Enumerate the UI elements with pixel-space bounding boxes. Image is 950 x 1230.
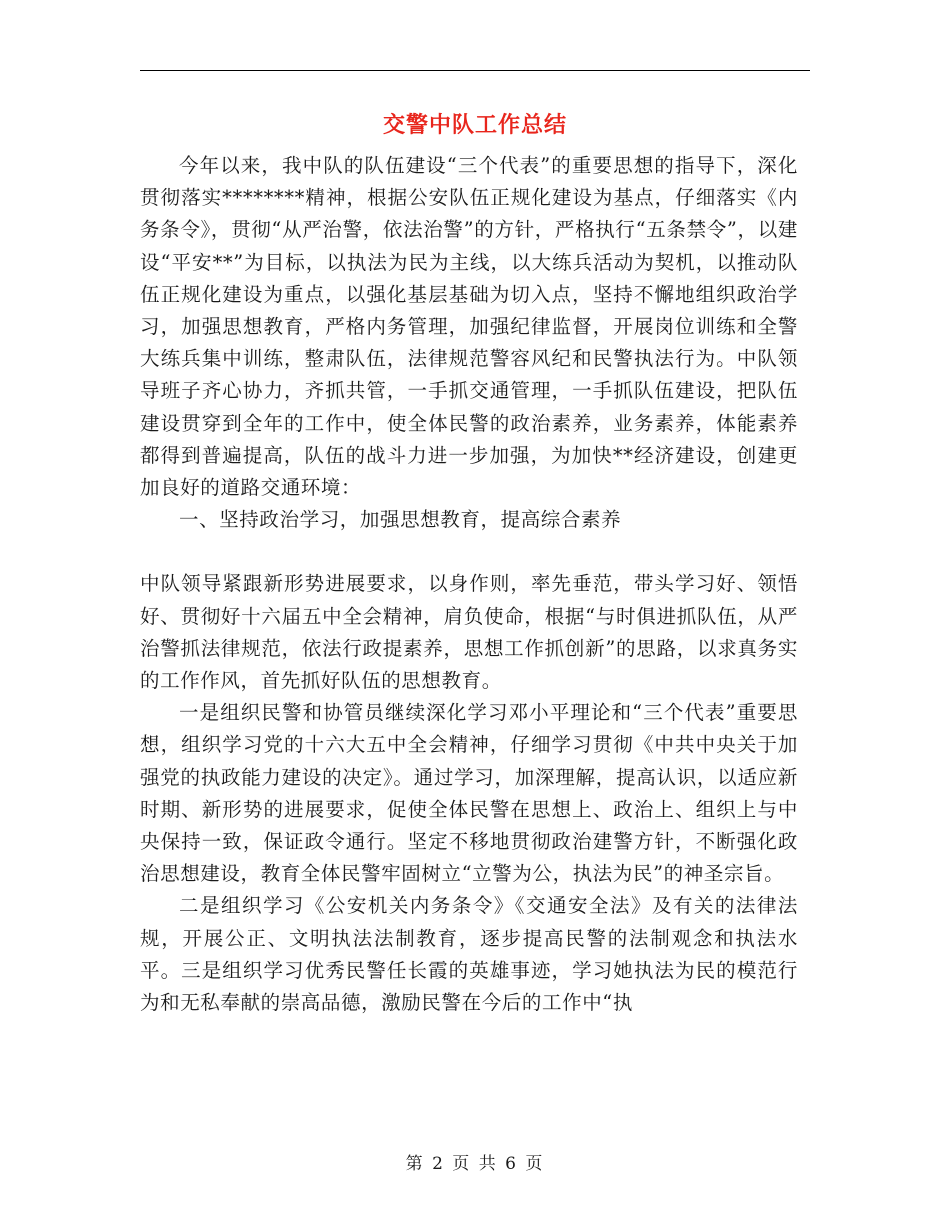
document-title: 交警中队工作总结: [382, 113, 567, 138]
header-rule: [140, 70, 810, 71]
document-body: [140, 150, 798, 1019]
section-heading-1: 一、坚持政治学习，加强思想教育，提高综合素养: [179, 508, 622, 532]
paragraph-intro: 今年以来，我中队的队伍建设“三个代表”的重要思想的指导下，深化贯彻落实********精神，根据公安队伍正规化建设为基点，仔细落实《内务条令》，贯彻“从严治警，依法治警”的方针，严格执行“五条禁令”，以建设“平安**”为目标，以执法为民为主线，以大练兵活动为契机，以推动队伍正规化建设为重点，以强化基层基础为切入点，坚持不懈地组织政治学习，加强思想教育，严格内务管理，加强纪律监督，开展岗位训练和全警大练兵集中训练，整肃队伍，法律规范警容风纪和民警执法行为。中队领导班子齐心协力，齐抓共管，一手抓交通管理，一手抓队伍建设，把队伍建设贯穿到全年的工作中，使全体民警的政治素养，业务素养，体能素养都得到普遍提高，队伍的战斗力进一步加强，为加快**经济建设，创建更加良好的道路交通环境：: [140, 154, 798, 500]
paragraph-point-two: 二是组织学习《公安机关内务条令》《交通安全法》及有关的法律法规，开展公正、文明执法法制教育，逐步提高民警的法制观念和执法水平。三是组织学习优秀民警任长霞的英雄事迹，学习她执法为民的模范行为和无私奉献的崇高品德，激励民警在今后的工作中“执: [140, 894, 798, 1015]
paragraph-leadership: 中队领导紧跟新形势进展要求，以身作则，率先垂范，带头学习好、领悟好、贯彻好十六届五中全会精神，肩负使命，根据“与时俱进抓队伍，从严治警抓法律规范，依法行政提素养，思想工作抓创新”的思路，以求真务实的工作作风，首先抓好队伍的思想教育。: [140, 572, 798, 693]
page-number-footer: 第 2 页 共 6 页: [405, 1154, 545, 1174]
paragraph-gap: [140, 536, 798, 568]
paragraph-point-one: 一是组织民警和协管员继续深化学习邓小平理论和“三个代表”重要思想，组织学习党的十六大五中全会精神，仔细学习贯彻《中共中央关于加强党的执政能力建设的决定》。通过学习，加深理解，提高认识，以适应新时期、新形势的进展要求，促使全体民警在思想上、政治上、组织上与中央保持一致，保证政令通行。坚定不移地贯彻政治建警方针，不断强化政治思想建设，教育全体民警牢固树立“立警为公，执法为民”的神圣宗旨。: [140, 701, 798, 886]
